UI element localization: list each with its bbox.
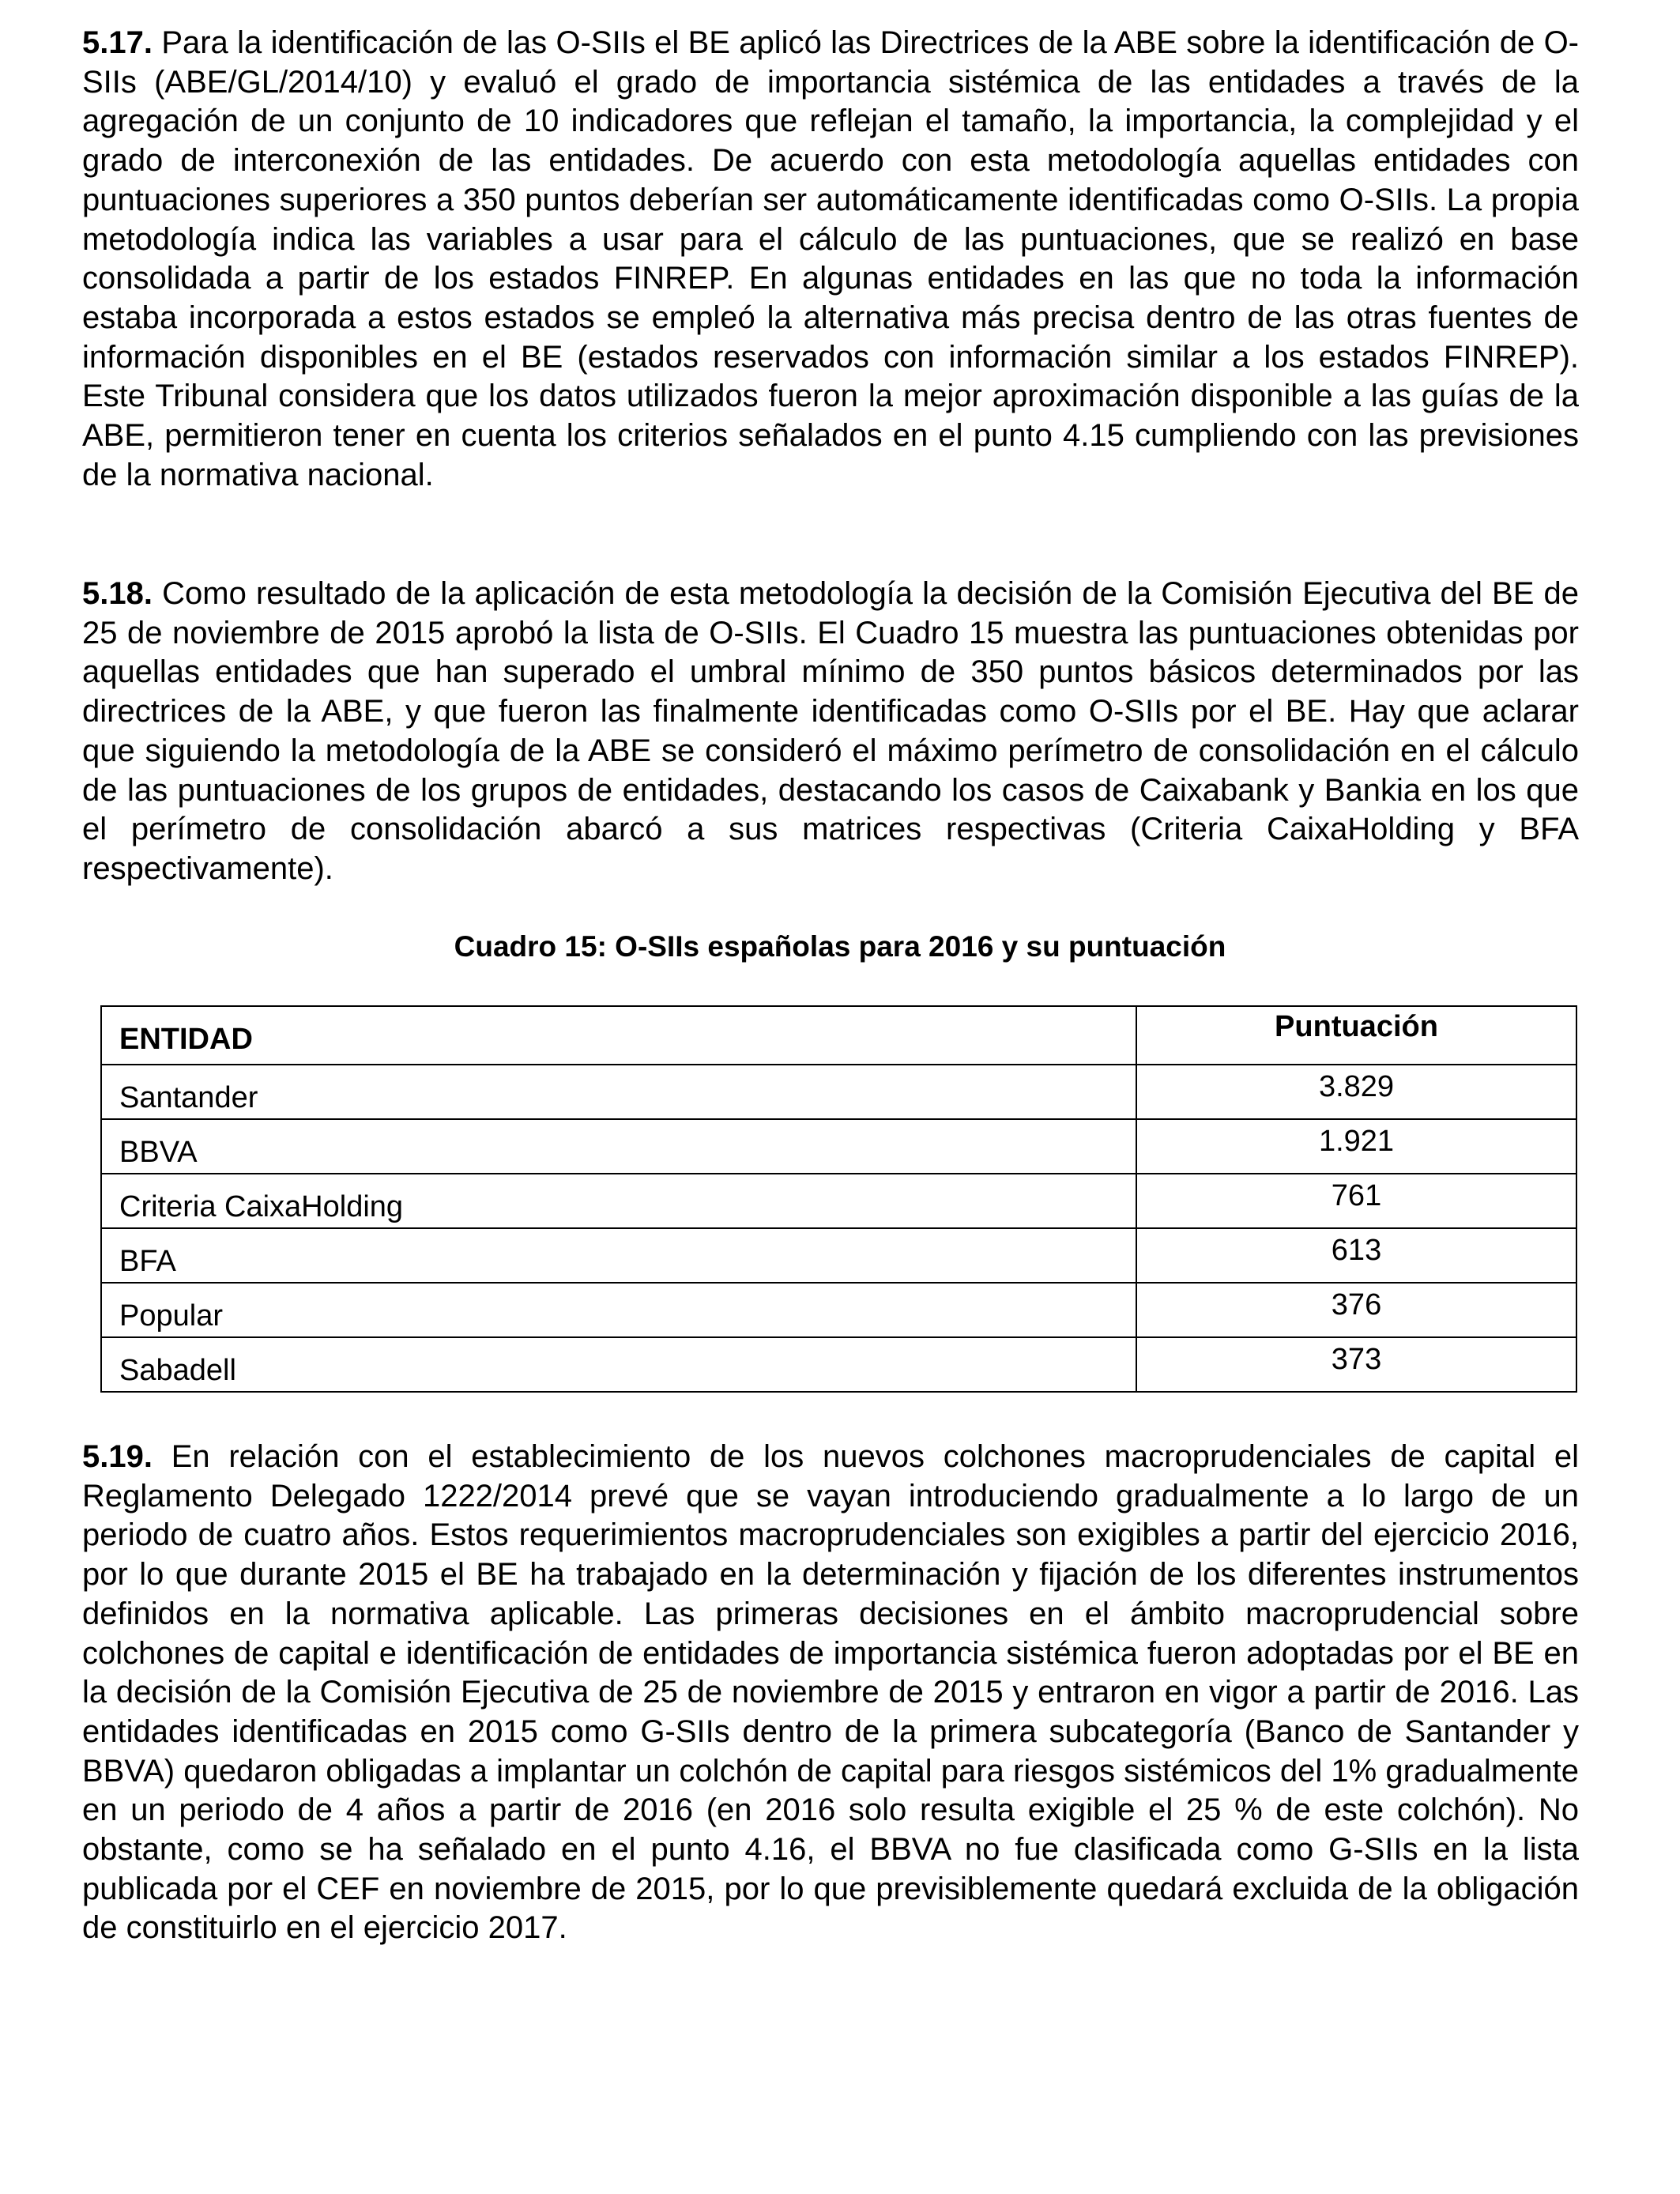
score-cell: 3.829 (1136, 1065, 1576, 1119)
table-caption: Cuadro 15: O-SIIs españolas para 2016 y su puntuación (454, 930, 1226, 963)
table-row (101, 1174, 1576, 1228)
paragraph-number: 5.18. (82, 576, 153, 611)
table-row (101, 1119, 1576, 1174)
paragraph-text: Para la identificación de las O-SIIs el BE aplicó las Directrices de la ABE sobre la identificación de O-SIIs (ABE/GL/2014/10) y evaluó el grado de importancia sistémica de las entidades a través de la agregación de un conjunto de 10 indicadores que reflejan el tamaño, la importancia, la complejidad y el grado de interconexión de las entidades. De acuerdo con esta metodología aquellas entidades con puntuaciones superiores a 350 puntos deberían ser automáticamente identificadas como O-SIIs. La propia metodología indica las variables a usar para el cálculo de las puntuaciones, que se realizó en base consolidada a partir de los estados FINREP. En algunas entidades en las que no toda la información estaba incorporada a estos estados se empleó la alternativa más precisa dentro de las otras fuentes de información disponibles en el BE (estados reservados con información similar a los estados FINREP). Este Tribunal considera que los datos utilizados fueron la mejor aproximación disponible a las guías de la ABE, permitieron tener en cuenta los criterios señalados en el punto 4.15 cumpliendo con las previsiones de la normativa nacional. (82, 25, 1579, 492)
table-row (101, 1283, 1576, 1337)
score-cell: 376 (1136, 1283, 1576, 1337)
entity-cell: Criteria CaixaHolding (101, 1174, 1136, 1228)
entity-cell: Sabadell (101, 1337, 1136, 1392)
paragraph-text: En relación con el establecimiento de los nuevos colchones macroprudenciales de capital el Reglamento Delegado 1222/2014 prevé que se vayan introduciendo gradualmente a lo largo de un periodo de cuatro años. Estos requerimientos macroprudenciales son exigibles a partir del ejercicio 2016, por lo que durante 2015 el BE ha trabajado en la determinación y fijación de los diferentes instrumentos definidos en la normativa aplicable. Las primeras decisiones en el ámbito macroprudencial sobre colchones de capital e identificación de entidades de importancia sistémica fueron adoptadas por el BE en la decisión de la Comisión Ejecutiva de 25 de noviembre de 2015 y entraron en vigor a partir de 2016. Las entidades identificadas en 2015 como G-SIIs dentro de la primera subcategoría (Banco de Santander y BBVA) quedaron obligadas a implantar un colchón de capital para riesgos sistémicos del 1% gradualmente en un periodo de 4 años a partir de 2016 (en 2016 solo resulta exigible el 25 % de este colchón). No obstante, como se ha señalado en el punto 4.16, el BBVA no fue clasificada como G-SIIs en la lista publicada por el CEF en noviembre de 2015, por lo que previsiblemente quedará excluida de la obligación de constituirlo en el ejercicio 2017. (82, 1439, 1579, 1946)
score-cell: 761 (1136, 1174, 1576, 1228)
column-header-puntuacion: Puntuación (1136, 1006, 1576, 1065)
score-cell: 1.921 (1136, 1119, 1576, 1174)
paragraph-5-18 (82, 575, 1579, 889)
paragraph-5-17 (82, 24, 1579, 495)
table-row (101, 1337, 1576, 1392)
paragraph-text: Como resultado de la aplicación de esta metodología la decisión de la Comisión Ejecutiva del BE de 25 de noviembre de 2015 aprobó la lista de O-SIIs. El Cuadro 15 muestra las puntuaciones obtenidas por aquellas entidades que han superado el umbral mínimo de 350 puntos básicos determinados por las directrices de la ABE, y que fueron las finalmente identificadas como O-SIIs por el BE. Hay que aclarar que siguiendo la metodología de la ABE se consideró el máximo perímetro de consolidación en el cálculo de las puntuaciones de los grupos de entidades, destacando los casos de Caixabank y Bankia en los que el perímetro de consolidación abarcó a sus matrices respectivas (Criteria CaixaHolding y BFA respectivamente). (82, 576, 1579, 886)
entity-cell: Santander (101, 1065, 1136, 1119)
osii-scores-table (100, 1005, 1577, 1393)
table-row (101, 1065, 1576, 1119)
column-header-entidad: ENTIDAD (101, 1006, 1136, 1065)
table-header-row (101, 1006, 1576, 1065)
paragraph-number: 5.17. (82, 25, 153, 60)
score-cell: 613 (1136, 1228, 1576, 1283)
paragraph-number: 5.19. (82, 1439, 153, 1474)
paragraph-5-19 (82, 1438, 1579, 1948)
entity-cell: BFA (101, 1228, 1136, 1283)
table-row (101, 1228, 1576, 1283)
score-cell: 373 (1136, 1337, 1576, 1392)
entity-cell: BBVA (101, 1119, 1136, 1174)
entity-cell: Popular (101, 1283, 1136, 1337)
